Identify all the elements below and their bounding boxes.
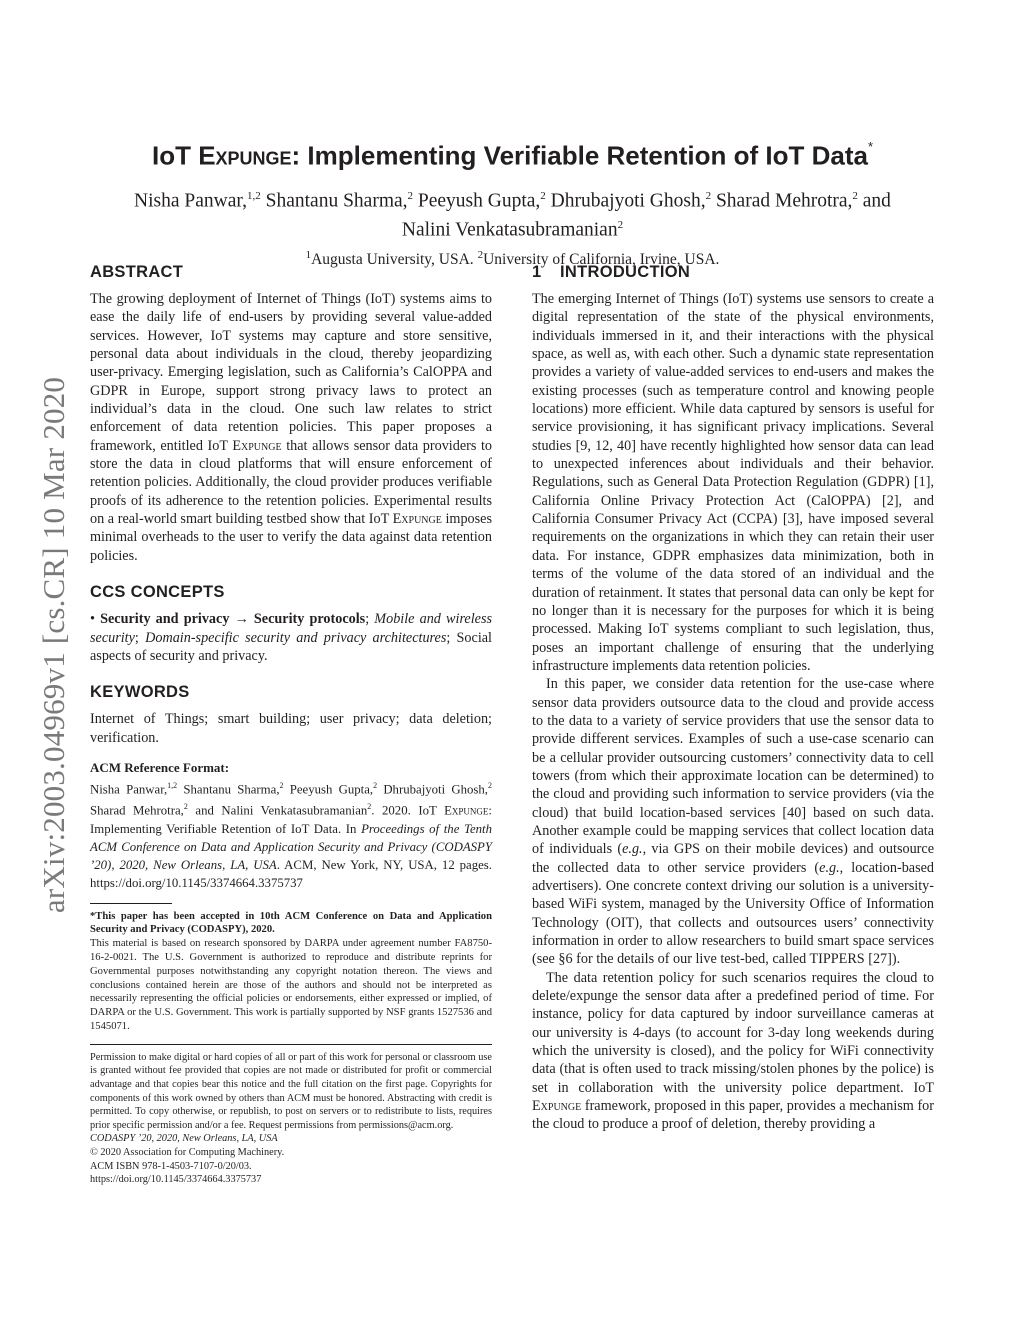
section-number: 1 bbox=[532, 263, 542, 281]
acm-reference-text: Nisha Panwar,$^{1,2}$ Shantanu Sharma,$^2$ Peeyush Gupta,$^2$ Dhrubajyoti Ghosh,$^2$ Sharad Mehrotra,$^2$ and Nalini Venkatasubramanian$^2$. 2020. IoT Expunge: Implementing Verifiable Retention of IoT Data. In Proceedings of the Tenth ACM Conference on Data and Application Security and Privacy (CODASPY ’20), 2020, New Orleans, LA, USA. ACM, New York, NY, USA, 12 pages. https://doi.org/10.1145/3374664.3375737 bbox=[90, 780, 492, 891]
paper-header bbox=[90, 131, 935, 271]
introduction-heading: 1 INTRODUCTION bbox=[532, 263, 691, 281]
permission-block bbox=[90, 1051, 492, 1187]
author-line-2: Nalini Venkatasubramanian$^2$ bbox=[401, 219, 624, 241]
footnote-divider bbox=[90, 903, 172, 904]
intro-paragraph-2: In this paper, we consider data retention for the use-case where sensor data providers outsource data to the cloud and provide access to the data to a variety of service providers that use the sensor data to provide different services. Examples of such a use-case scenario can be a cellular provider outsourcing customers’ connectivity data to cell towers (from which their approximate location can be determined) to the cloud and providing such information to service providers (via the cloud) that build location-based services [40] based on such data. Another example could be mapping services that collect location data of individuals (e.g., via GPS on their mobile devices) and outsource the collected data to other service providers (e.g., location-based advertisers). One concrete context driving our solution is a university-based WiFi system, managed by the University Office of Information Technology (OIT), that collects and outsources users’ connectivity information in order to allow researchers to build smart space services (see §6 for the details of our live test-bed, called TIPPERS [27]). bbox=[532, 676, 934, 968]
paper-title: IoT Expunge: Implementing Verifiable Retention of IoT Data* bbox=[151, 139, 874, 171]
author-line-1: Nisha Panwar,$^{1,2}$ Shantanu Sharma,$^2$ Peeyush Gupta,$^2$ Dhrubajyoti Ghosh,$^2$ Sharad Mehrotra,$^2$ and bbox=[134, 189, 891, 212]
abstract-heading: ABSTRACT bbox=[90, 263, 184, 281]
permission-divider bbox=[90, 1044, 492, 1045]
conference-line: CODASPY ’20, 2020, New Orleans, LA, USA bbox=[90, 1133, 278, 1145]
author-list bbox=[90, 184, 935, 243]
abstract-text: The growing deployment of Internet of Things (IoT) systems aims to ease the daily life of end-users by providing several value-added services. However, IoT systems may capture and store sensitive, personal data about individuals in the cloud, thereby jeopardizing user-privacy. Emerging legislation, such as California’s CalOPPA and GDPR in Europe, support strong privacy laws to protect an individual’s data in the cloud. One such law relates to strict enforcement of data retention policies. This paper proposes a framework, entitled IoT Expunge that allows sensor data providers to store the data in cloud platforms that will ensure enforcement of retention policies. Additionally, the cloud provider produces verifiable proofs of its adherence to the retention policies. Experimental results on a real-world smart building testbed show that IoT Expunge imposes minimal overheads to the user to verify the data against data retention policies. bbox=[90, 291, 492, 564]
doi-link[interactable]: https://doi.org/10.1145/3374664.3375737 bbox=[90, 1174, 262, 1186]
intro-paragraph-1: The emerging Internet of Things (IoT) systems use sensors to create a digital representation of the state of the physical environments, individuals immersed in it, and their interactions with the physical space, as well as, with each other. Such a dynamic state representation provides a variety of value-added services to end-users and makes the existing processes (such as temperature control and knowing people locations) more efficient. While data captured by sensors is useful for service provisioning, it has significant privacy implications. Several studies [9, 12, 40] have recently highlighted how sensor data can lead to unexpected inferences about individuals and their behavior. Regulations, such as General Data Protection Regulation (GDPR) [1], California Online Privacy Protection Act (CalOPPA) [2], and California Consumer Privacy Act (CCPA) [3], have imposed several requirements on the organizations in which they can retain their user data. For instance, GDPR emphasizes data minimization, both in terms of the volume of the data stored of an individual and the duration of retainment. It states that personal data can only be kept for no longer than it is necessary for the purposes for which it is being processed. Making IoT systems compliant to such legislation, thus, poses an important challenge of ensuring that the underlying infrastructure implements data retention policies. bbox=[532, 291, 934, 674]
keywords-text: Internet of Things; smart building; user privacy; data deletion; verification. bbox=[90, 711, 492, 746]
ccs-text: • Security and privacy → Security protocols; Mobile and wireless security; Domain-specific security and privacy architectures; Social aspects of security and privacy. bbox=[90, 611, 493, 664]
acceptance-footnote: *This paper has been accepted in 10th ACM Conference on Data and Application Security and Privacy (CODASPY), 2020. bbox=[90, 910, 492, 936]
funding-footnote: This material is based on research sponsored by DARPA under agreement number FA8750-16-2-0021. The U.S. Government is authorized to reproduce and distribute reprints for Governmental purposes notwithstanding any copyright notation thereon. The views and conclusions contained herein are those of the authors and should not be interpreted as necessarily representing the official policies or endorsements, either expressed or implied, of DARPA or the U.S. Government. This work is partially supported by NSF grants 1527536 and 1545071. bbox=[90, 938, 492, 1032]
copyright-line: © 2020 Association for Computing Machinery. bbox=[90, 1146, 285, 1158]
affiliations: $^1$Augusta University, USA. $^2$University of California, Irvine, USA. bbox=[305, 248, 720, 268]
intro-paragraph-3: The data retention policy for such scenarios requires the cloud to delete/expunge the sensor data after a predefined period of time. For instance, policy for data captured by indoor surveillance cameras at our university is 4-days (to account for 3-day long weekends during which the university is closed), and the policy for WiFi connectivity data (that is often used to track missing/stolen phones by the police) is set in collaboration with the university police department. IoT Expunge framework, proposed in this paper, provides a mechanism for the cloud to produce a proof of deletion, thereby providing a bbox=[532, 969, 934, 1133]
acm-reference-label: ACM Reference Format: bbox=[90, 759, 230, 775]
arxiv-sidebar bbox=[34, 345, 74, 945]
left-column bbox=[90, 263, 492, 1187]
ccs-heading: CCS CONCEPTS bbox=[90, 583, 225, 602]
arxiv-identifier: arXiv:2003.04969v1 [cs.CR] 10 Mar 2020 bbox=[36, 376, 71, 914]
right-column bbox=[532, 263, 934, 1134]
isbn-line: ACM ISBN 978-1-4503-7107-0/20/03. bbox=[90, 1160, 252, 1172]
permission-text: Permission to make digital or hard copies of all or part of this work for personal or classroom use is granted without fee provided that copies are not made or distributed for profit or commercial advantage and that copies bear this notice and the full citation on the first page. Copyrights for components of this work owned by others than ACM must be honored. Abstracting with credit is permitted. To copy otherwise, or republish, to post on servers or to redistribute to lists, requires prior specific permission and/or a fee. Request permissions from permissions@acm.org. bbox=[90, 1051, 492, 1131]
title-footnote-mark: * bbox=[867, 139, 874, 154]
keywords-heading: KEYWORDS bbox=[90, 683, 190, 702]
